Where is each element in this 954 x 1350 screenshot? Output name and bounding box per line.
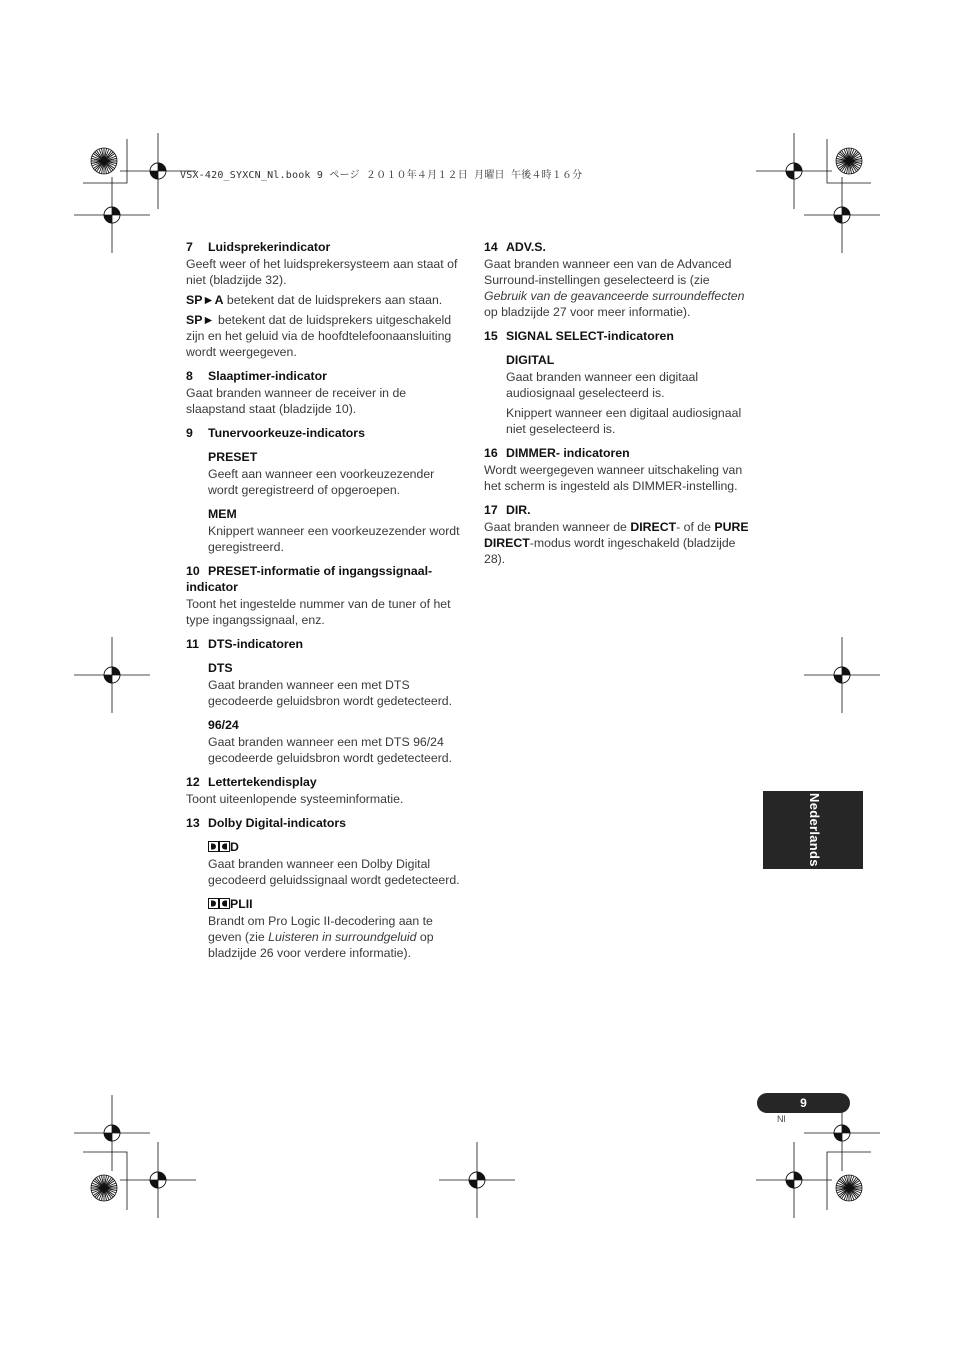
sub-entry-title: [208, 839, 462, 855]
entry-number: 14: [484, 240, 498, 254]
dolby-double-d-icon: [208, 841, 230, 852]
entry-15: [484, 328, 756, 437]
page-number-badge: 9: [757, 1093, 850, 1113]
entry-text: [484, 256, 756, 320]
sub-entry-text: Geeft aan wanneer een voorkeuzezender wordt geregistreerd of opgeroepen.: [208, 467, 435, 497]
starburst-registration-icon: [91, 148, 117, 174]
sub-entry-title: PRESET: [208, 450, 258, 464]
entry-11: [186, 636, 462, 766]
entry-number: 12: [186, 775, 200, 789]
entry-title: DTS-indicatoren: [208, 637, 303, 651]
left-column: [186, 239, 462, 969]
sub-entry-text: [208, 913, 462, 961]
entry-text: Wordt weergegeven wanneer uitschakeling van het scherm is ingesteld als DIMMER-instelling.: [484, 463, 743, 493]
entry-17: [484, 502, 756, 567]
cross-reference: Luisteren in surroundgeluid: [268, 930, 417, 944]
starburst-registration-icon: [836, 148, 862, 174]
entry-heading: [484, 445, 756, 461]
entry-text: Toont het ingestelde nummer van de tuner of het type ingangssignaal, enz.: [186, 597, 451, 627]
text-span: Brandt om Pro Logic II-decodering aan te geven (zie: [208, 914, 433, 944]
crosshair-registration-mark-icon: [439, 1142, 515, 1218]
entry-number: 17: [484, 503, 498, 517]
entry-title: DIR.: [506, 503, 531, 517]
entry-text-span: betekent dat de luidsprekers aan staan.: [223, 293, 443, 307]
crosshair-registration-mark-icon: [756, 1142, 832, 1218]
sub-entry-text: Gaat branden wanneer een digitaal audiosignaal geselecteerd is.: [506, 370, 699, 400]
entry-8: [186, 368, 462, 417]
sub-entry-text: Knippert wanneer een digitaal audiosignaal niet geselecteerd is.: [506, 406, 742, 436]
starburst-registration-icon: [91, 1175, 117, 1201]
sub-entry-title: 96/24: [208, 718, 239, 732]
indicator-label: SP►: [186, 313, 215, 327]
entry-heading: [186, 815, 462, 831]
entry-text: Gaat branden wanneer de receiver in de slaapstand staat (bladzijde 10).: [186, 386, 407, 416]
cross-reference: Gebruik van de geavanceerde surroundeffecten: [484, 289, 745, 303]
sub-entry-title: MEM: [208, 507, 237, 521]
entry-title: Luidsprekerindicator: [208, 240, 331, 254]
crosshair-registration-mark-icon: [74, 177, 150, 253]
entry-10: [186, 563, 462, 628]
indicator-label: SP►A: [186, 293, 224, 307]
entry-heading: [186, 563, 462, 595]
sub-entry-dts: [208, 660, 462, 709]
mode-label: PURE DIRECT: [484, 520, 749, 550]
entry-title: Lettertekendisplay: [208, 775, 317, 789]
text-span: -modus wordt ingeschakeld (bladzijde 28).: [484, 536, 736, 566]
sub-entry-text: Gaat branden wanneer een Dolby Digital gecodeerd geluidssignaal wordt gedetecteerd.: [208, 857, 460, 887]
text-span: Gaat branden wanneer een van de Advanced Surround-instellingen geselecteerd is (zie: [484, 257, 732, 287]
entry-text: Toont uiteenlopende systeeminformatie.: [186, 792, 404, 806]
entry-number: 7: [186, 240, 193, 254]
sub-entry-title: DIGITAL: [506, 353, 555, 367]
crosshair-registration-mark-icon: [74, 1095, 150, 1171]
entry-title: PRESET-informatie of ingangssignaal-indicator: [186, 564, 433, 594]
entry-number: 11: [186, 637, 199, 651]
print-file-header: VSX-420_SYXCN_Nl.book 9 ページ ２０１０年４月１２日 月曜日 午後４時１６分: [180, 170, 583, 181]
entry-heading: [484, 239, 756, 255]
sub-entry-pro-logic: [208, 896, 462, 961]
sub-entry-title: DTS: [208, 661, 233, 675]
entry-9: [186, 425, 462, 555]
entry-number: 13: [186, 816, 200, 830]
entry-heading: [186, 774, 462, 790]
sub-entry-preset: [208, 449, 462, 498]
sub-entry-dolby-digital: [208, 839, 462, 888]
entry-heading: [484, 502, 756, 518]
entry-heading: [484, 328, 756, 344]
text-span: op bladzijde 27 voor meer informatie).: [484, 305, 691, 319]
sub-entry-96-24: [208, 717, 462, 766]
entry-number: 10: [186, 564, 200, 578]
entry-14: [484, 239, 756, 320]
entry-text: [186, 312, 462, 360]
starburst-registration-icon: [836, 1175, 862, 1201]
entry-number: 9: [186, 426, 193, 440]
entry-title: Tunervoorkeuze-indicators: [208, 426, 365, 440]
entry-title: ADV.S.: [506, 240, 546, 254]
entry-heading: [186, 239, 462, 255]
language-side-tab: [763, 791, 863, 869]
sub-entry-title: [208, 896, 462, 912]
pro-logic-label: PLII: [230, 897, 253, 911]
language-tab-label: Nederlands: [807, 793, 822, 867]
entry-16: [484, 445, 756, 494]
text-span: Gaat branden wanneer de: [484, 520, 631, 534]
entry-7: [186, 239, 462, 360]
sub-entry-text: Gaat branden wanneer een met DTS gecodeerde geluidsbron wordt gedetecteerd.: [208, 678, 453, 708]
page-language-code: Nl: [777, 1114, 786, 1124]
entry-number: 15: [484, 329, 498, 343]
text-span: - of de: [676, 520, 715, 534]
sub-entry-mem: [208, 506, 462, 555]
crosshair-registration-mark-icon: [756, 133, 832, 209]
entry-number: 16: [484, 446, 498, 460]
entry-heading: [186, 368, 462, 384]
mode-label: DIRECT: [630, 520, 677, 534]
entry-title: DIMMER- indicatoren: [506, 446, 630, 460]
entry-heading: [186, 636, 462, 652]
entry-12: [186, 774, 462, 807]
text-span: op bladzijde 26 voor verdere informatie).: [208, 930, 434, 960]
entry-number: 8: [186, 369, 193, 383]
dolby-double-d-icon: [208, 898, 230, 909]
crosshair-registration-mark-icon: [804, 177, 880, 253]
entry-text-span: betekent dat de luidsprekers uitgeschakeld zijn en het geluid via de hoofdtelefoonaansluiting wordt weergegeven.: [186, 313, 452, 359]
right-column: [484, 239, 756, 575]
entry-text: [484, 519, 756, 567]
crosshair-registration-mark-icon: [804, 637, 880, 713]
entry-13: [186, 815, 462, 961]
sub-entry-text: Knippert wanneer een voorkeuzezender wordt geregistreerd.: [208, 524, 460, 554]
crosshair-registration-mark-icon: [120, 1142, 196, 1218]
entry-title: Dolby Digital-indicators: [208, 816, 347, 830]
entry-title: Slaaptimer-indicator: [208, 369, 327, 383]
crosshair-registration-mark-icon: [74, 637, 150, 713]
entry-text: [186, 292, 462, 308]
dolby-d-letter: D: [230, 840, 239, 854]
sub-entry-digital: [506, 352, 756, 437]
entry-heading: [186, 425, 462, 441]
sub-entry-text: Gaat branden wanneer een met DTS 96/24 gecodeerde geluidsbron wordt gedetecteerd.: [208, 735, 453, 765]
entry-text: Geeft weer of het luidsprekersysteem aan staat of niet (bladzijde 32).: [186, 257, 458, 287]
entry-title: SIGNAL SELECT-indicatoren: [506, 329, 674, 343]
